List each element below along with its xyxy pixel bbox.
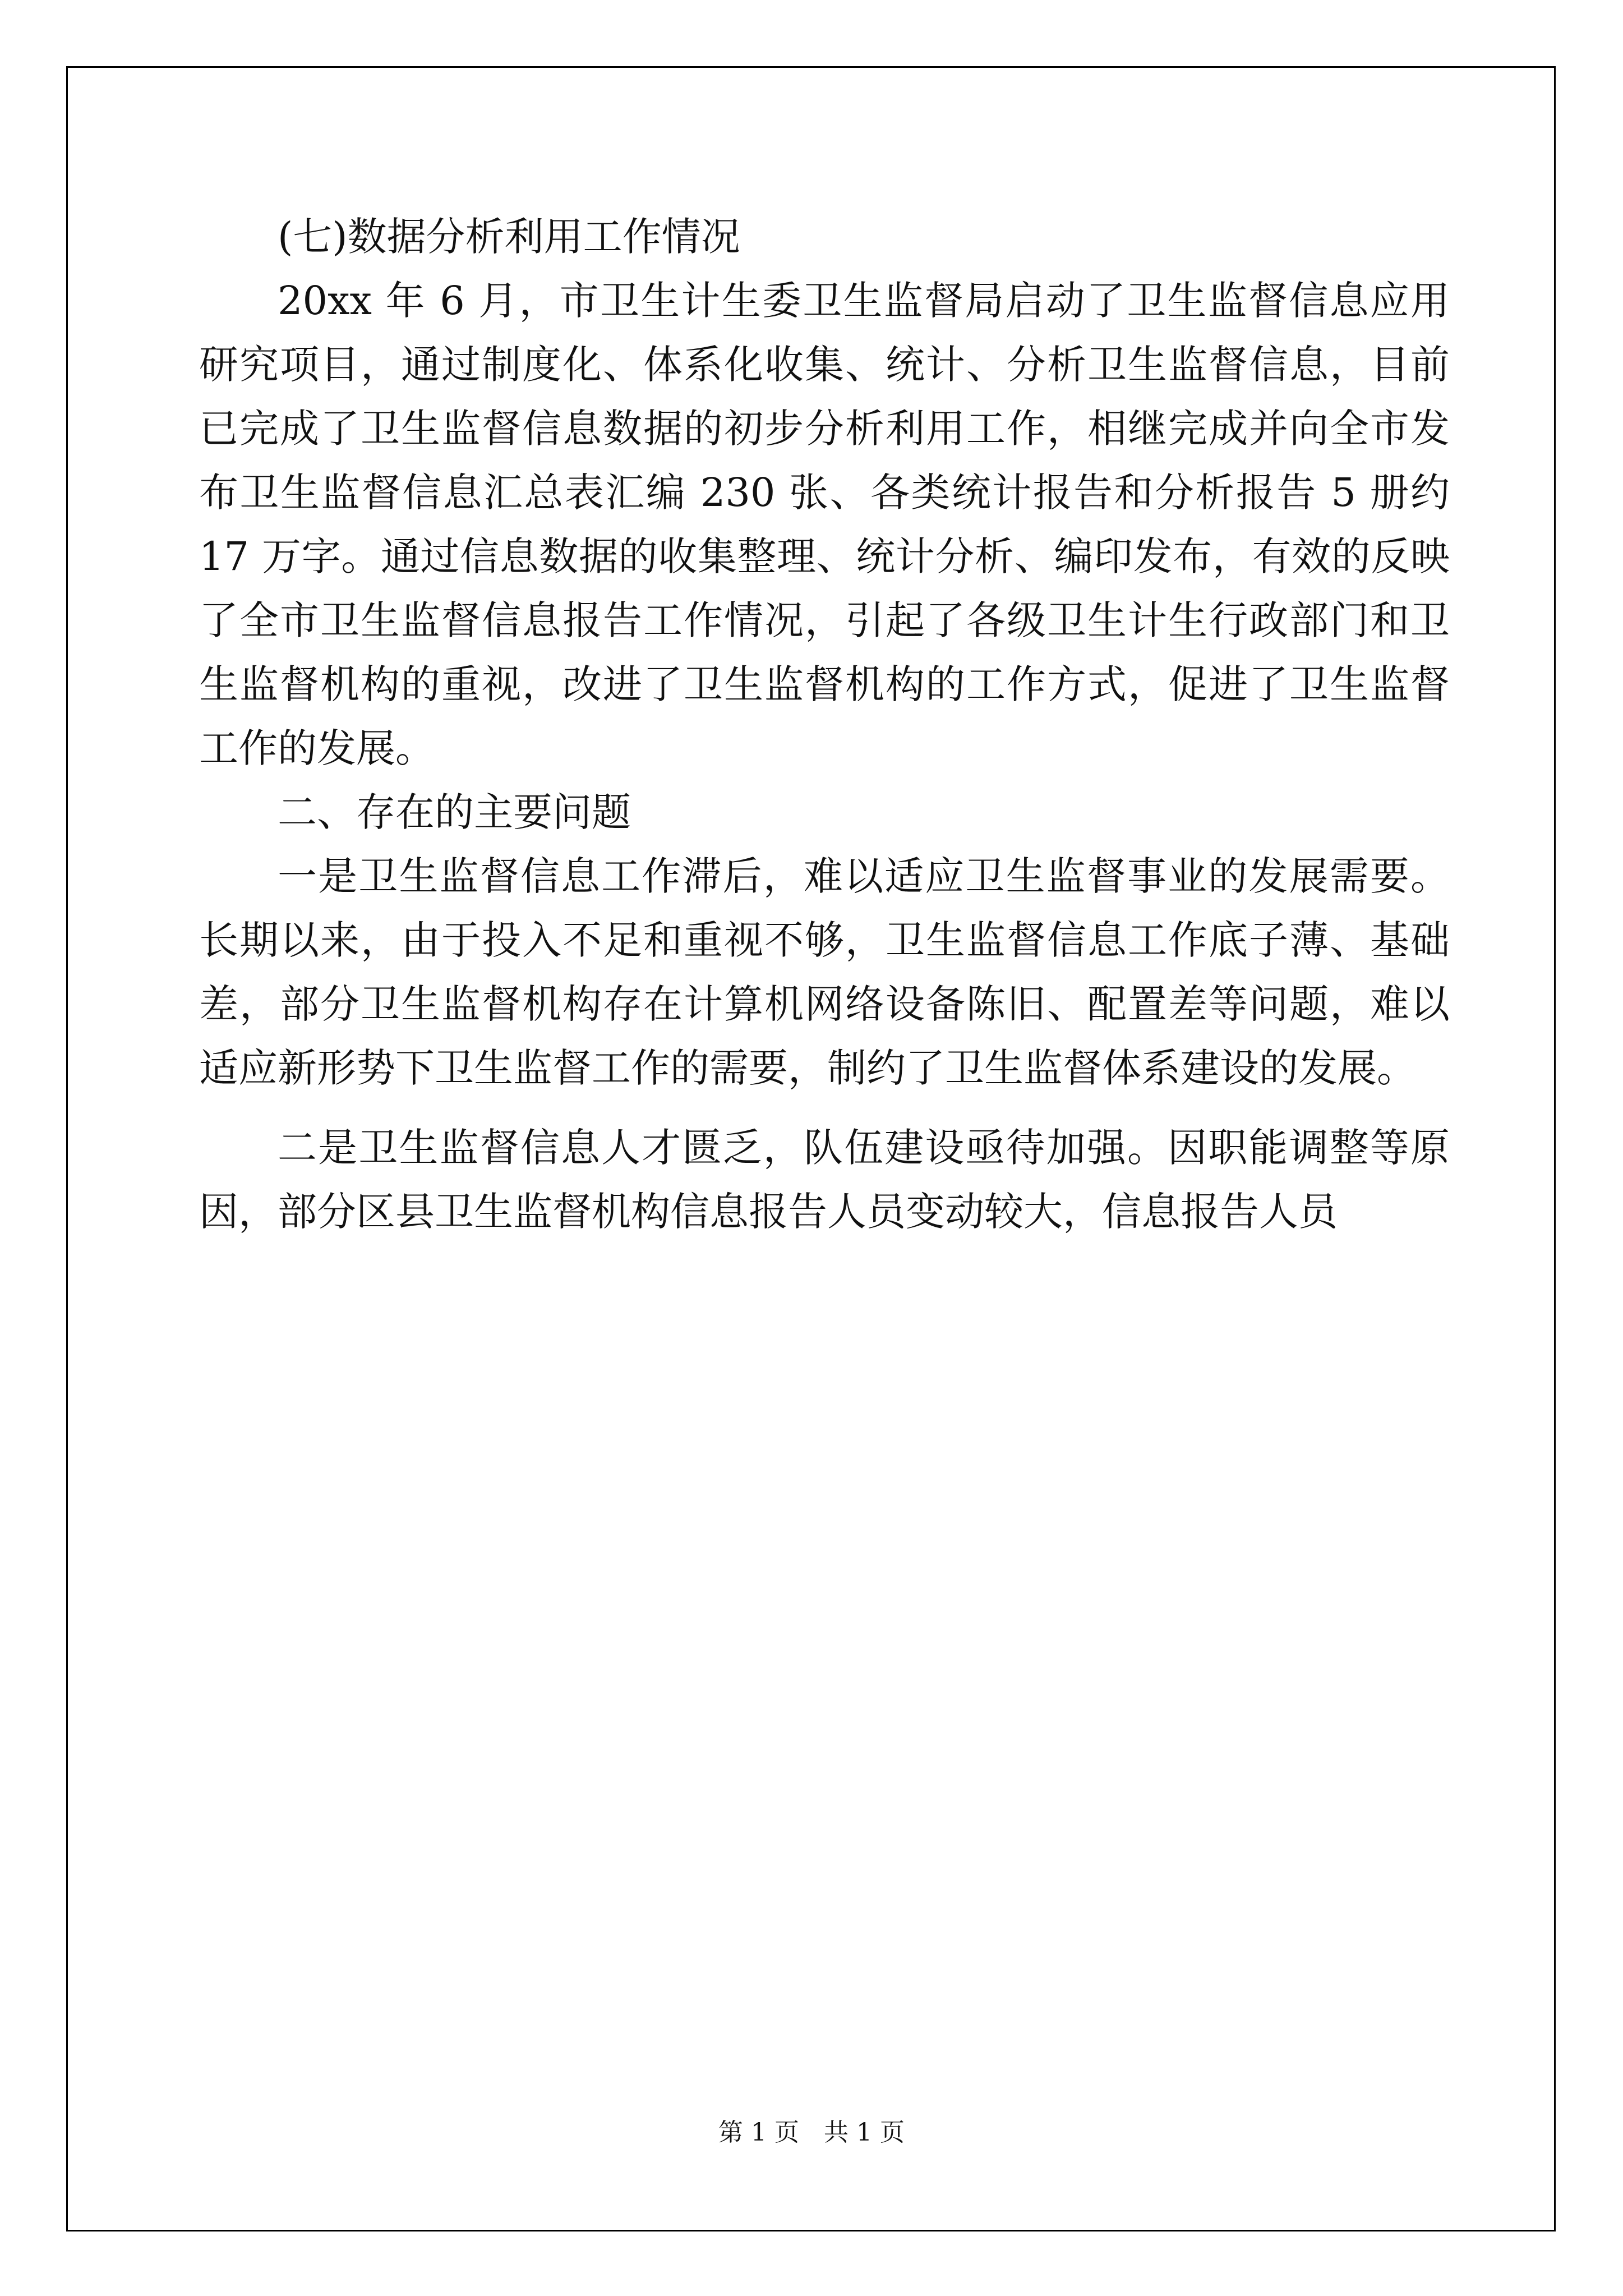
page-footer: 第 1 页 共 1 页 (718, 2118, 905, 2147)
paragraph-problem-two: 二是卫生监督信息人才匮乏，队伍建设亟待加强。因职能调整等原因，部分区县卫生监督机构信息报告人员变动较大，信息报告人员 (199, 1125, 1450, 1235)
document-body (199, 205, 1450, 1244)
paragraph-data-analysis: 20xx 年 6 月，市卫生计生委卫生监督局启动了卫生监督信息应用研究项目，通过制度化、体系化收集、统计、分析卫生监督信息，目前已完成了卫生监督信息数据的初步分析利用工作，相继完成并向全市发布卫生监督信息汇总表汇编 230 张、各类统计报告和分析报告 5 册约 17 万字。通过信息数据的收集整理、统计分析、编印发布，有效的反映了全市卫生监督信息报告工作情况，引起了各级卫生计生行政部门和卫生监督机构的重视，改进了卫生监督机构的工作方式，促进了卫生监督工作的发展。 (199, 278, 1450, 771)
paragraph-problem-one: 一是卫生监督信息工作滞后，难以适应卫生监督事业的发展需要。长期以来，由于投入不足和重视不够，卫生监督信息工作底子薄、基础差，部分卫生监督机构存在计算机网络设备陈旧、配置差等问题，难以适应新形势下卫生监督工作的需要，制约了卫生监督体系建设的发展。 (199, 853, 1450, 1091)
section-heading-data-analysis: (七)数据分析利用工作情况 (278, 214, 740, 260)
section-heading-main-problems: 二、存在的主要问题 (278, 789, 631, 835)
